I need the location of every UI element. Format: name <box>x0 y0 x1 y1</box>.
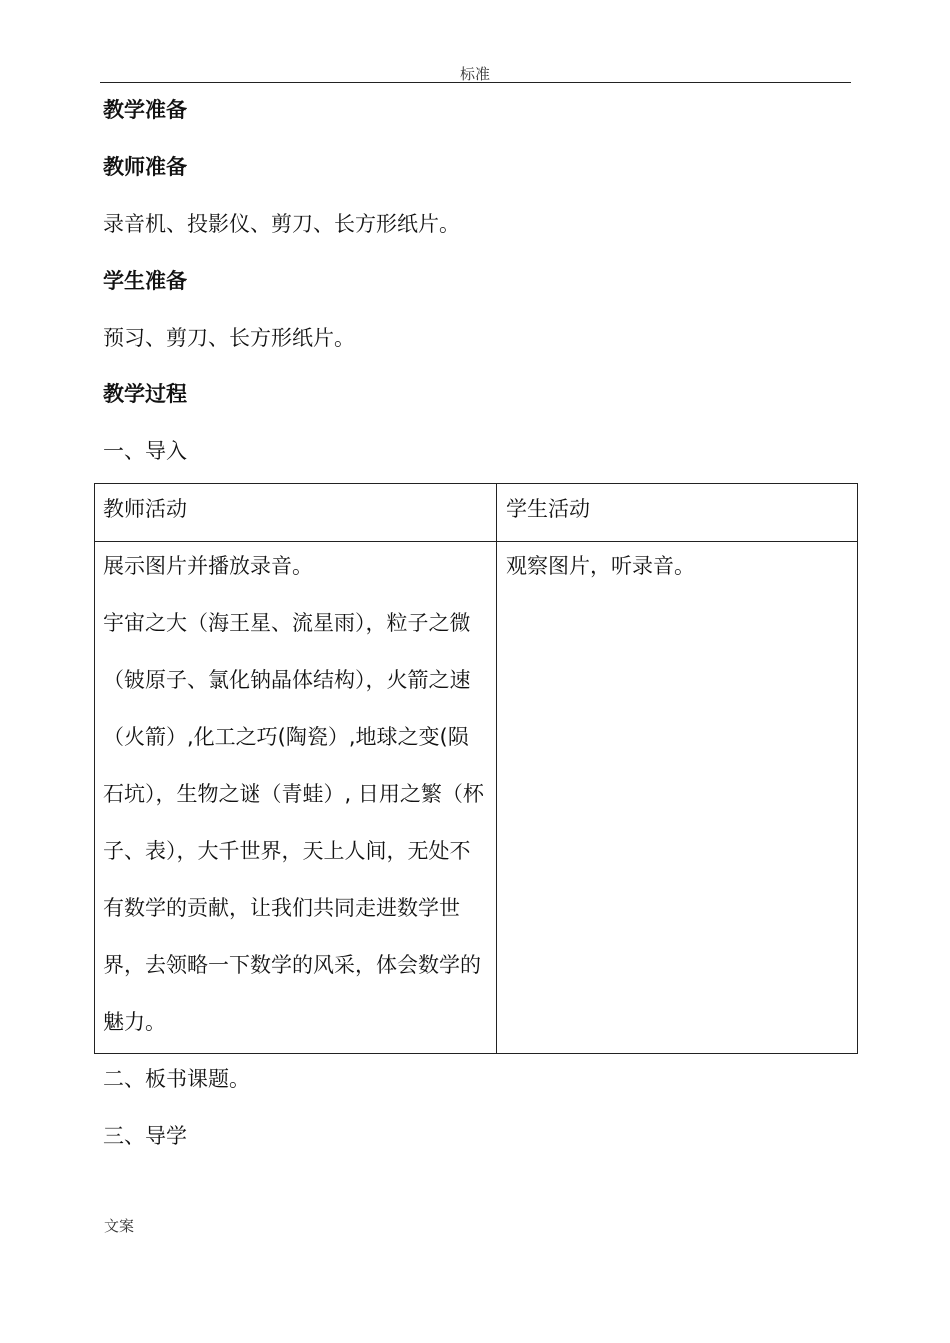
teacher-activity-line: （铍原子、氯化钠晶体结构），火箭之速 <box>103 668 471 692</box>
table-header-teacher-activity: 教师活动 <box>103 497 187 521</box>
activity-table <box>94 483 858 1054</box>
step-board-title: 二、板书课题。 <box>103 1067 250 1091</box>
student-materials-text: 预习、剪刀、长方形纸片。 <box>103 326 355 350</box>
header-rule <box>100 82 851 83</box>
teacher-activity-line: 石坑），生物之谜（青蛙）, 日用之繁（杯 <box>103 782 484 806</box>
student-activity-text: 观察图片，听录音。 <box>506 554 695 578</box>
table-header-divider <box>95 541 857 542</box>
table-column-divider <box>496 484 497 1053</box>
teacher-activity-line: 宇宙之大（海王星、流星雨），粒子之微 <box>103 611 471 635</box>
page-footer: 文案 <box>104 1217 135 1235</box>
heading-teaching-prep: 教学准备 <box>103 98 187 122</box>
step-introduction: 一、导入 <box>103 439 187 463</box>
teacher-activity-line: （火箭）,化工之巧(陶瓷）,地球之变(陨 <box>103 725 469 749</box>
heading-student-prep: 学生准备 <box>103 269 187 293</box>
heading-teaching-process: 教学过程 <box>103 382 187 406</box>
teacher-materials-text: 录音机、投影仪、剪刀、长方形纸片。 <box>103 212 460 236</box>
table-header-student-activity: 学生活动 <box>506 497 590 521</box>
teacher-activity-line: 子、表），大千世界，天上人间，无处不 <box>103 839 471 863</box>
teacher-activity-line: 展示图片并播放录音。 <box>103 554 313 578</box>
teacher-activity-line: 界，去领略一下数学的风采，体会数学的 <box>103 953 481 977</box>
teacher-activity-line: 有数学的贡献，让我们共同走进数学世 <box>103 896 460 920</box>
heading-teacher-prep: 教师准备 <box>103 155 187 179</box>
step-guided-learning: 三、导学 <box>103 1124 187 1148</box>
teacher-activity-line: 魅力。 <box>103 1010 166 1034</box>
page-header: 标准 <box>459 65 490 83</box>
